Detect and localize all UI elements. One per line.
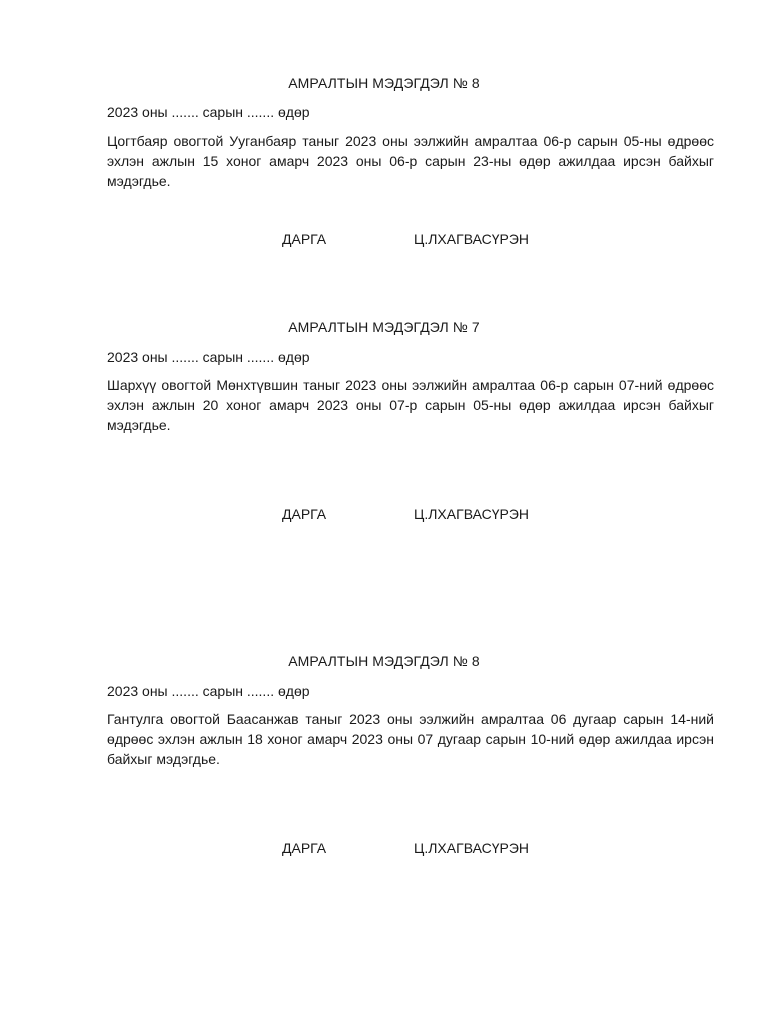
signer-role: ДАРГА (282, 506, 327, 522)
notice-body: Гантулга овогтой Баасанжав таныг 2023 оны ээлжийн амралтаа 06 дугаар сарын 14-ний өдрөөс эхлэн ажлын 18 хоног амарч 2023 оны 07 дугаар сарын 10-ний өдөр ажилдаа ирсэн байхыг мэдэгдье. (107, 711, 714, 767)
signer-name: Ц.ЛХАГВАСҮРЭН (414, 840, 530, 856)
notice-body: Цогтбаяр овогтой Ууганбаяр таныг 2023 оны ээлжийн амралтаа 06-р сарын 05-ны өдрөөс эхлэн ажлын 15 хоног амарч 2023 оны 06-р сарын 23-ны өдөр ажилдаа ирсэн байхыг мэдэгдье. (107, 133, 714, 189)
signer-role: ДАРГА (282, 840, 327, 856)
notice-date-line: 2023 оны ....... сарын ....... өдөр (107, 349, 310, 365)
signer-role: ДАРГА (282, 231, 327, 247)
notice-body: Шархүү овогтой Мөнхтүвшин таныг 2023 оны ээлжийн амралтаа 06-р сарын 07-ний өдрөөс эхлэн ажлын 20 хоног амарч 2023 оны 07-р сарын 05-ны өдөр ажилдаа ирсэн байхыг мэдэгдье. (107, 377, 714, 433)
signer-name: Ц.ЛХАГВАСҮРЭН (414, 506, 530, 522)
signer-name: Ц.ЛХАГВАСҮРЭН (414, 231, 530, 247)
notice-title: АМРАЛТЫН МЭДЭГДЭЛ № 8 (288, 75, 480, 91)
notice-date-line: 2023 оны ....... сарын ....... өдөр (107, 104, 310, 120)
notice-title: АМРАЛТЫН МЭДЭГДЭЛ № 7 (288, 319, 480, 335)
notice-title: АМРАЛТЫН МЭДЭГДЭЛ № 8 (288, 653, 480, 669)
notice-date-line: 2023 оны ....... сарын ....... өдөр (107, 683, 310, 699)
